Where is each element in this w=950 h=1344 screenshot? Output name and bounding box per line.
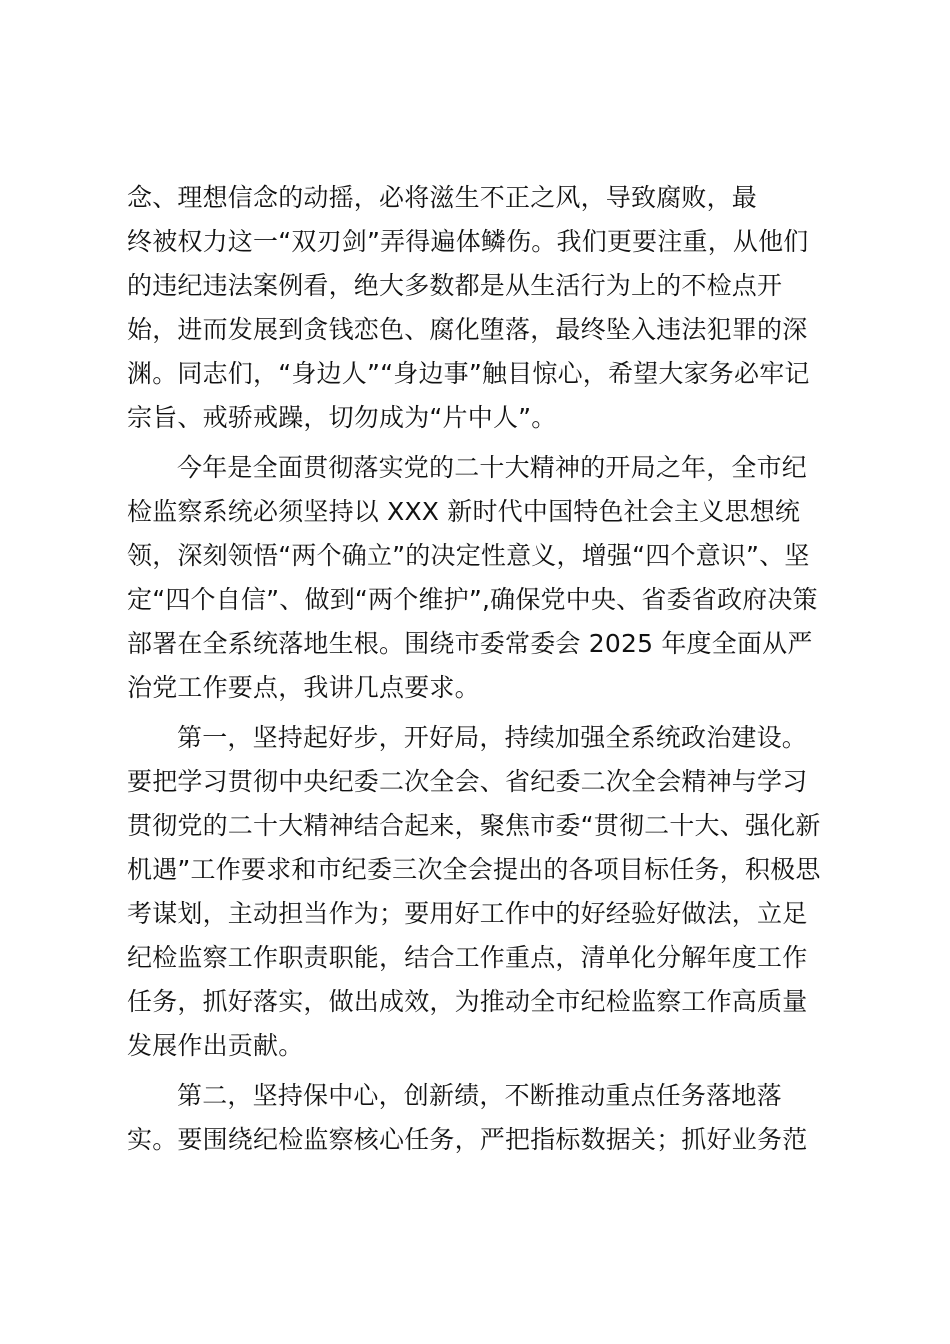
text-line: 发展作出贡献。	[127, 1031, 304, 1060]
text-line: 部署在全系统落地生根。围绕市委常委会 2025 年度全面从严	[127, 629, 813, 658]
text-line: 贯彻党的二十大精神结合起来，聚焦市委“贯彻二十大、强化新	[127, 811, 821, 840]
text-line: 始，进而发展到贪钱恋色、腐化堕落，最终坠入违法犯罪的深	[127, 315, 808, 344]
text-line: 实。要围绕纪检监察核心任务，严把指标数据关；抓好业务范	[127, 1125, 808, 1154]
text-line: 要把学习贯彻中央纪委二次全会、省纪委二次全会精神与学习	[127, 767, 808, 796]
text-line: 终被权力这一“双刃剑”弄得遍体鳞伤。我们更要注重，从他们	[127, 227, 809, 256]
text-line: 渊。同志们，“身边人”“身边事”触目惊心，希望大家务必牢记	[127, 359, 810, 388]
text-line: 领，深刻领悟“两个确立”的决定性意义，增强“四个意识”、坚	[127, 541, 810, 570]
text-line: 的违纪违法案例看，绝大多数都是从生活行为上的不检点开	[127, 271, 783, 300]
text-line: 宗旨、戒骄戒躁，切勿成为“片中人”。	[127, 403, 557, 432]
text-line: 机遇”工作要求和市纪委三次全会提出的各项目标任务，积极思	[127, 855, 821, 884]
text-line: 检监察系统必须坚持以 XXX 新时代中国特色社会主义思想统	[127, 497, 801, 526]
text-line: 治党工作要点，我讲几点要求。	[127, 673, 480, 702]
text-line: 考谋划，主动担当作为；要用好工作中的好经验好做法，立足	[127, 899, 808, 928]
text-line: 定“四个自信”、做到“两个维护”,确保党中央、省委省政府决策	[127, 585, 818, 614]
paragraph-first-line: 今年是全面贯彻落实党的二十大精神的开局之年，全市纪	[177, 453, 808, 482]
text-line: 纪检监察工作职责职能，结合工作重点，清单化分解年度工作	[127, 943, 808, 972]
paragraph-first-line: 第二，坚持保中心，创新绩，不断推动重点任务落地落	[177, 1081, 782, 1110]
text-line: 念、理想信念的动摇，必将滋生不正之风，导致腐败，最	[127, 183, 758, 212]
text-line: 任务，抓好落实，做出成效，为推动全市纪检监察工作高质量	[127, 987, 808, 1016]
document-body	[127, 176, 833, 1162]
paragraph-first-line: 第一，坚持起好步，开好局，持续加强全系统政治建设。	[177, 723, 808, 752]
